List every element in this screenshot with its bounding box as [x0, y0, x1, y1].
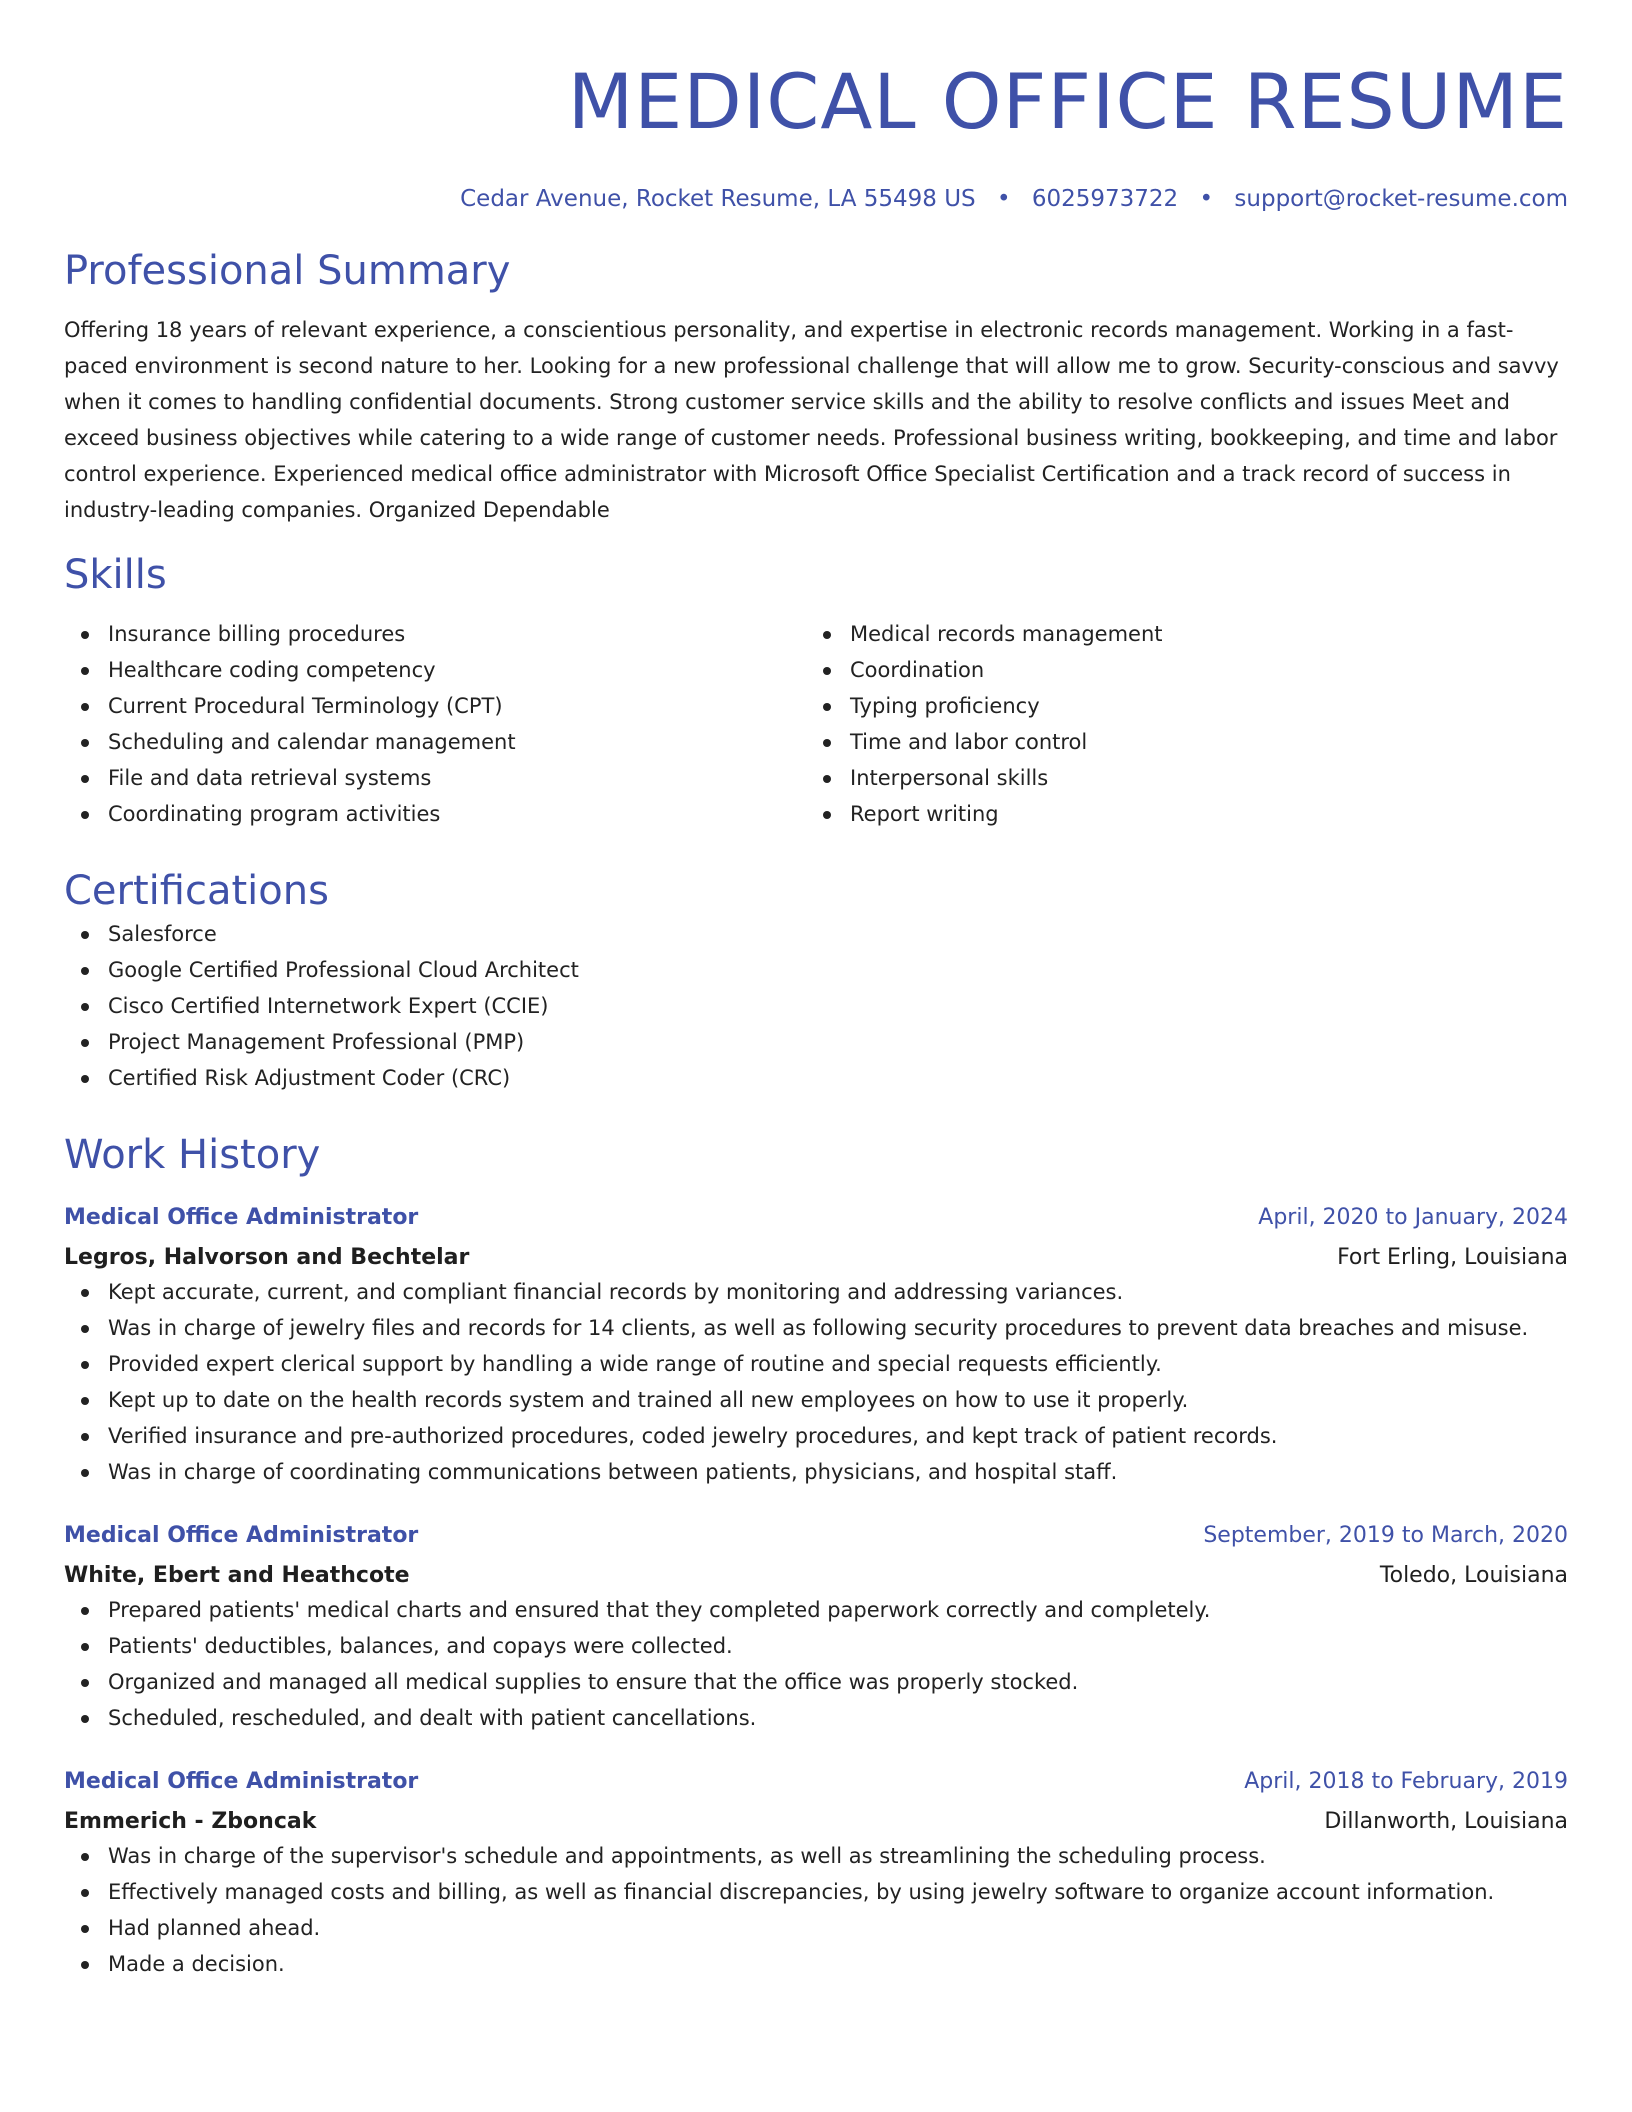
skills-column-left: [64, 616, 806, 832]
job-entry: [64, 1520, 1568, 1736]
skill-item: Report writing: [806, 796, 1548, 832]
job-duty: Organized and managed all medical supplies to ensure that the office was properly stocked.: [64, 1664, 1568, 1700]
job-location: Toledo, Louisiana: [1379, 1563, 1568, 1588]
certification-item: Cisco Certified Internetwork Expert (CCIE): [64, 988, 1568, 1024]
skill-item: Coordinating program activities: [64, 796, 806, 832]
job-location: Dillanworth, Louisiana: [1324, 1809, 1568, 1834]
job-title: Medical Office Administrator: [64, 1523, 419, 1548]
job-duty: Made a decision.: [64, 1946, 1568, 1982]
resume-page: [64, 0, 1568, 1982]
certification-item: Certified Risk Adjustment Coder (CRC): [64, 1060, 1568, 1096]
contact-separator: •: [996, 186, 1011, 212]
job-duty: Was in charge of the supervisor's schedule and appointments, as well as streamlining the scheduling process.: [64, 1838, 1568, 1874]
skill-item: Insurance billing procedures: [64, 616, 806, 652]
certification-item: Project Management Professional (PMP): [64, 1024, 1568, 1060]
skills-column-right: [806, 616, 1548, 832]
job-duty: Provided expert clerical support by handling a wide range of routine and special requests efficiently.: [64, 1346, 1568, 1382]
summary-text: Offering 18 years of relevant experience, a conscientious personality, and expertise in electronic records management. Working in a fast-paced environment is second nature to her. Looking for a new professional challenge that will allow me to grow. Security-conscious and savvy when it comes to handling confidential documents. Strong customer service skills and the ability to resolve conflicts and issues Meet and exceed business objectives while catering to a wide range of customer needs. Professional business writing, bookkeeping, and time and labor control experience. Experienced medical office administrator with Microsoft Office Specialist Certification and a track record of success in industry-leading companies. Organized Dependable: [64, 318, 1559, 522]
job-company: Legros, Halvorson and Bechtelar: [64, 1245, 470, 1270]
job-dates: September, 2019 to March, 2020: [1203, 1523, 1568, 1548]
skill-item: Scheduling and calendar management: [64, 724, 806, 760]
skills-list-left: [64, 616, 806, 832]
job-dates: April, 2018 to February, 2019: [1244, 1769, 1568, 1794]
skill-item: Typing proficiency: [806, 688, 1548, 724]
job-title: Medical Office Administrator: [64, 1205, 419, 1230]
skill-item: Healthcare coding competency: [64, 652, 806, 688]
skill-item: Interpersonal skills: [806, 760, 1548, 796]
job-dates: April, 2020 to January, 2024: [1258, 1205, 1568, 1230]
job-entry: [64, 1766, 1568, 1982]
contact-email: support@rocket-resume.com: [1234, 186, 1568, 212]
skill-item: Medical records management: [806, 616, 1548, 652]
job-duty: Effectively managed costs and billing, as well as financial discrepancies, by using jewelry software to organize account information.: [64, 1874, 1568, 1910]
skill-item: Time and labor control: [806, 724, 1548, 760]
job-duty: Kept up to date on the health records system and trained all new employees on how to use it properly.: [64, 1382, 1568, 1418]
job-header-row: [64, 1766, 1568, 1798]
job-company: White, Ebert and Heathcote: [64, 1563, 410, 1588]
job-company-row: [64, 1798, 1568, 1838]
job-duty: Had planned ahead.: [64, 1910, 1568, 1946]
job-entry: [64, 1202, 1568, 1490]
job-company-row: [64, 1234, 1568, 1274]
skills-heading: Skills: [64, 552, 167, 598]
job-duty: Prepared patients' medical charts and ensured that they completed paperwork correctly and completely.: [64, 1592, 1568, 1628]
contact-separator: •: [1199, 186, 1214, 212]
job-duty: Was in charge of coordinating communications between patients, physicians, and hospital staff.: [64, 1454, 1568, 1490]
contact-line: [64, 184, 1568, 214]
job-duty: Kept accurate, current, and compliant financial records by monitoring and addressing variances.: [64, 1274, 1568, 1310]
skills-grid: [64, 616, 1568, 832]
certifications-heading: Certifications: [64, 868, 329, 914]
job-duty: Scheduled, rescheduled, and dealt with patient cancellations.: [64, 1700, 1568, 1736]
job-company-row: [64, 1552, 1568, 1592]
job-duties-list: [64, 1592, 1568, 1736]
work-history-heading: Work History: [64, 1132, 321, 1178]
certifications-list: [64, 916, 1568, 1096]
contact-address: Cedar Avenue, Rocket Resume, LA 55498 US: [460, 186, 976, 212]
job-header-row: [64, 1202, 1568, 1234]
skills-list-right: [806, 616, 1548, 832]
job-duty: Was in charge of jewelry files and records for 14 clients, as well as following security procedures to prevent data breaches and misuse.: [64, 1310, 1568, 1346]
certification-item: Salesforce: [64, 916, 1568, 952]
job-header-row: [64, 1520, 1568, 1552]
job-duties-list: [64, 1274, 1568, 1490]
skill-item: Coordination: [806, 652, 1548, 688]
job-duties-list: [64, 1838, 1568, 1982]
skill-item: File and data retrieval systems: [64, 760, 806, 796]
job-title: Medical Office Administrator: [64, 1769, 419, 1794]
job-duty: Patients' deductibles, balances, and copays were collected.: [64, 1628, 1568, 1664]
job-duty: Verified insurance and pre-authorized procedures, coded jewelry procedures, and kept track of patient records.: [64, 1418, 1568, 1454]
skill-item: Current Procedural Terminology (CPT): [64, 688, 806, 724]
job-location: Fort Erling, Louisiana: [1337, 1245, 1568, 1270]
resume-name: MEDICAL OFFICE RESUME: [567, 57, 1568, 146]
certification-item: Google Certified Professional Cloud Architect: [64, 952, 1568, 988]
job-company: Emmerich - Zboncak: [64, 1809, 317, 1834]
summary-heading: Professional Summary: [64, 248, 511, 294]
contact-phone: 6025973722: [1031, 186, 1179, 212]
